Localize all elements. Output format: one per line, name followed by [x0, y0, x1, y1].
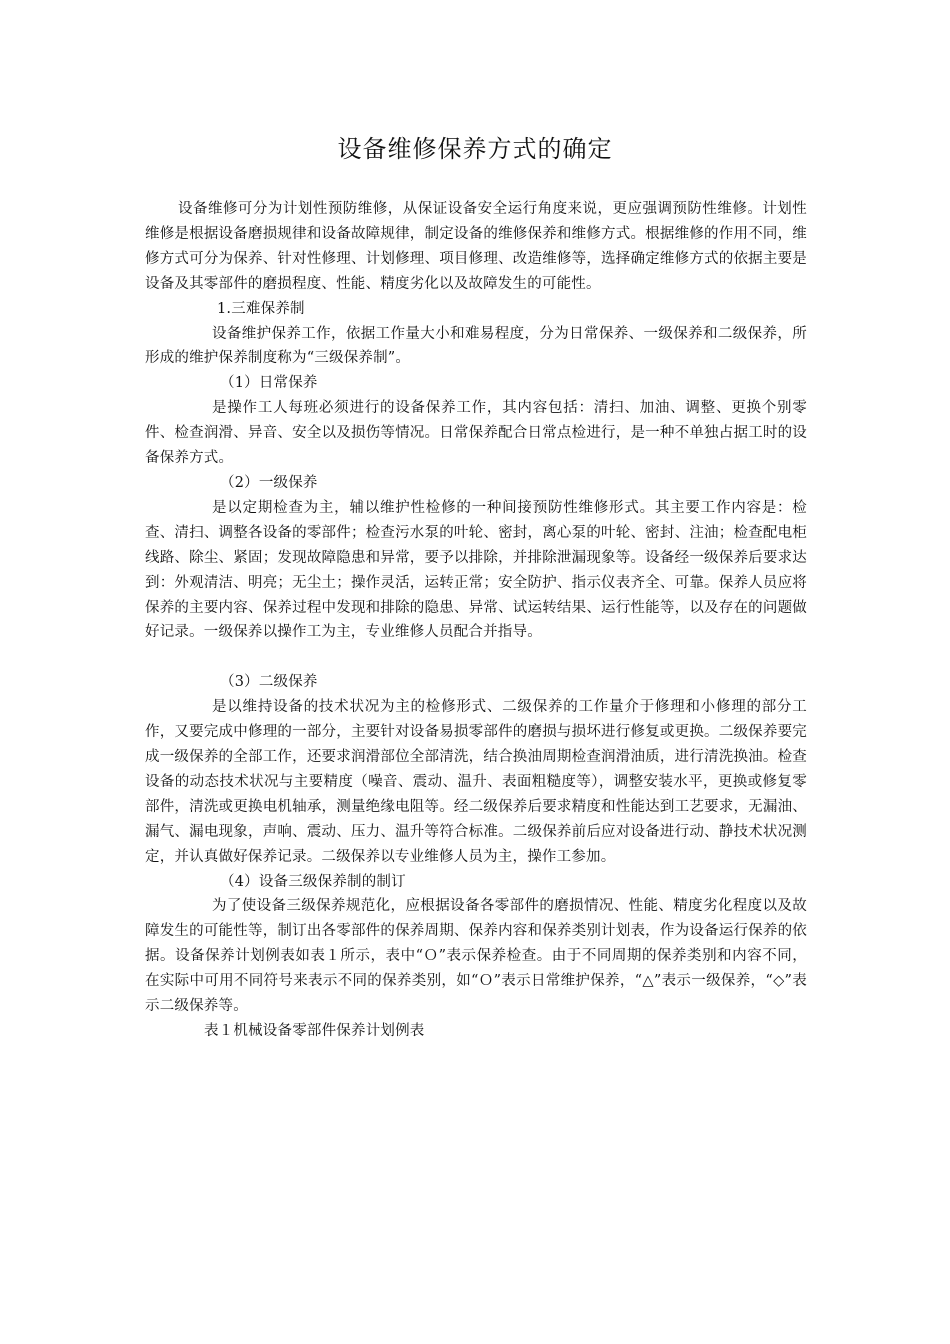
page-title: 设备维修保养方式的确定: [337, 135, 613, 163]
subsection-heading-system: （4）设备三级保养制的制订: [220, 873, 406, 890]
subsection-paragraph-daily: 是操作工人每班必须进行的设备保养工作，其内容包括：清扫、加油、调整、更换个别零件、检查润滑、异音、安全以及损伤等情况。日常保养配合日常点检进行，是一种不单独占据工时的设备保养方式。: [145, 400, 807, 467]
section-heading: 1.三难保养制: [217, 300, 305, 317]
document-body: [145, 197, 807, 1044]
paragraph-gap: [145, 645, 807, 670]
subsection-heading-level1: （2）一级保养: [220, 474, 318, 491]
subsection-heading-level2: （3）二级保养: [220, 674, 318, 691]
subsection-paragraph-level2: 是以维持设备的技术状况为主的检修形式、二级保养的工作量介于修理和小修理的部分工作，又要完成中修理的一部分，主要针对设备易损零部件的磨损与损坏进行修复或更换。二级保养要完成一级保养的全部工作，还要求润滑部位全部清洗，结合换油周期检查润滑油质，进行清洗换油。检查设备的动态技术状况与主要精度（噪音、震动、温升、表面粗糙度等），调整安装水平，更换或修复零部件，清洗或更换电机轴承，测量绝缘电阻等。经二级保养后要求精度和性能达到工艺要求，无漏油、漏气、漏电现象，声响、震动、压力、温升等符合标准。二级保养前后应对设备进行动、静技术状况测定，并认真做好保养记录。二级保养以专业维修人员为主，操作工参加。: [145, 699, 807, 865]
subsection-heading-daily: （1）日常保养: [220, 375, 318, 392]
section-paragraph: 设备维护保养工作，依据工作量大小和难易程度，分为日常保养、一级保养和二级保养，所形成的维护保养制度称为“三级保养制”。: [145, 325, 807, 367]
table-caption: 表１机械设备零部件保养计划例表: [204, 1023, 425, 1039]
subsection-paragraph-level1: 是以定期检查为主，辅以维护性检修的一种间接预防性维修形式。其主要工作内容是：检查、清扫、调整各设备的零部件；检查污水泵的叶轮、密封，离心泵的叶轮、密封、注油；检查配电柜线路、除尘、紧固；发现故障隐患和异常，要予以排除，并排除泄漏现象等。设备经一级保养后要求达到：外观清洁、明亮；无尘土；操作灵活，运转正常；安全防护、指示仪表齐全、可靠。保养人员应将保养的主要内容、保养过程中发现和排除的隐患、异常、试运转结果、运行性能等，以及存在的问题做好记录。一级保养以操作工为主，专业维修人员配合并指导。: [145, 499, 807, 641]
intro-paragraph: 设备维修可分为计划性预防维修，从保证设备安全运行角度来说，更应强调预防性维修。计划性维修是根据设备磨损规律和设备故障规律，制定设备的维修保养和维修方式。根据维修的作用不同，维修方式可分为保养、针对性修理、计划修理、项目修理、改造维修等，选择确定维修方式的依据主要是设备及其零部件的磨损程度、性能、精度劣化以及故障发生的可能性。: [145, 201, 807, 292]
subsection-paragraph-system: 为了使设备三级保养规范化，应根据设备各零部件的磨损情况、性能、精度劣化程度以及故障发生的可能性等，制订出各零部件的保养周期、保养内容和保养类别计划表，作为设备运行保养的依据。设备保养计划例表如表１所示，表中“Ｏ”表示保养检查。由于不同周期的保养类别和内容不同，在实际中可用不同符号来表示不同的保养类别，如“Ｏ”表示日常维护保养，“△”表示一级保养，“◇”表示二级保养等。: [145, 898, 807, 1015]
